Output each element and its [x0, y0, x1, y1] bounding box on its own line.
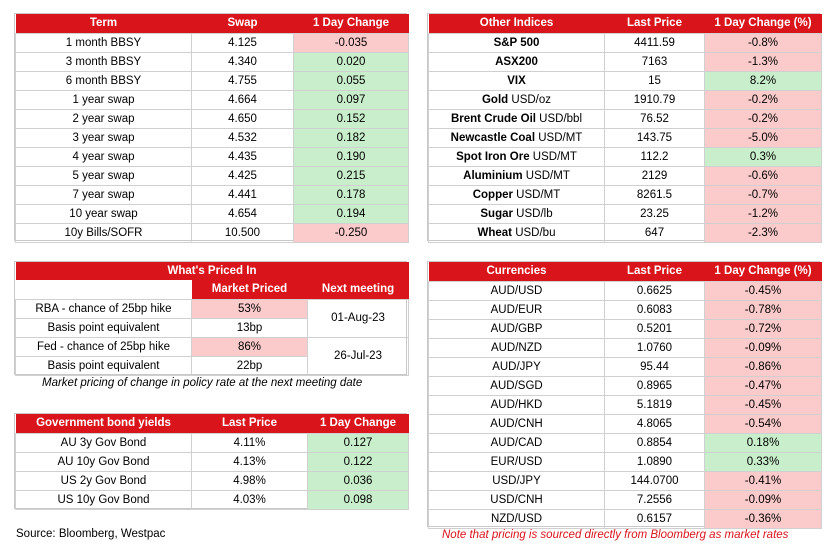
index-change: -5.0%	[705, 128, 822, 147]
table-row	[429, 376, 822, 395]
swap-term: 10 year swap	[16, 204, 192, 223]
currency-pair: AUD/CNH	[429, 414, 605, 433]
currency-price: 1.0890	[605, 452, 705, 471]
index-unit: USD/MT	[525, 169, 570, 182]
currency-pair: AUD/NZD	[429, 338, 605, 357]
currency-pair: AUD/HKD	[429, 395, 605, 414]
index-price: 4411.59	[605, 33, 705, 52]
table-row	[429, 166, 822, 185]
index-change: 8.2%	[705, 71, 822, 90]
bond-price: 4.11%	[192, 433, 308, 452]
rba-label: RBA - chance of 25bp hike	[16, 299, 192, 318]
swap-term: 4 year swap	[16, 147, 192, 166]
col-bond-price: Last Price	[192, 414, 308, 433]
index-price: 143.75	[605, 128, 705, 147]
currency-change: 0.18%	[705, 433, 822, 452]
rba-pct: 53%	[192, 299, 308, 318]
index-name-cell	[429, 90, 605, 109]
table-row	[429, 490, 822, 509]
swap-change: 0.182	[294, 128, 409, 147]
currency-pair: AUD/USD	[429, 281, 605, 300]
index-price: 7163	[605, 52, 705, 71]
index-name-cell	[429, 71, 605, 90]
currency-change: -0.86%	[705, 357, 822, 376]
currency-change: -0.54%	[705, 414, 822, 433]
table-row	[429, 433, 822, 452]
currency-price: 5.1819	[605, 395, 705, 414]
index-name: Spot Iron Ore	[456, 150, 530, 163]
currency-price: 95.44	[605, 357, 705, 376]
table-row	[429, 414, 822, 433]
bond-name: US 2y Gov Bond	[16, 471, 192, 490]
swap-value: 4.532	[192, 128, 294, 147]
priced-in-title: What's Priced In	[16, 262, 409, 280]
currency-pair: USD/CNH	[429, 490, 605, 509]
bond-price: 4.98%	[192, 471, 308, 490]
currency-change: -0.36%	[705, 509, 822, 528]
swap-table-header	[16, 14, 409, 33]
col-swap: Swap	[192, 14, 294, 33]
currency-price: 0.8854	[605, 433, 705, 452]
currencies-table	[428, 262, 822, 529]
index-name: S&P 500	[493, 36, 540, 49]
swap-change: 0.152	[294, 109, 409, 128]
priced-in-note: Market pricing of change in policy rate at the next meeting date	[42, 377, 363, 389]
currency-change: -0.78%	[705, 300, 822, 319]
swap-table	[15, 14, 409, 243]
index-price: 647	[605, 223, 705, 242]
table-row	[16, 109, 409, 128]
table-row	[429, 319, 822, 338]
index-price: 76.52	[605, 109, 705, 128]
currency-change: -0.09%	[705, 338, 822, 357]
index-price: 8261.5	[605, 185, 705, 204]
bond-change: 0.098	[308, 490, 409, 509]
table-row	[16, 452, 409, 471]
swap-term: 7 year swap	[16, 185, 192, 204]
bond-change: 0.122	[308, 452, 409, 471]
index-name-cell	[429, 109, 605, 128]
table-row	[16, 33, 409, 52]
index-name-cell	[429, 204, 605, 223]
index-name: Copper	[472, 188, 513, 201]
table-row	[429, 395, 822, 414]
index-change: -1.2%	[705, 204, 822, 223]
table-row	[16, 52, 409, 71]
table-row	[429, 128, 822, 147]
currency-pair: EUR/USD	[429, 452, 605, 471]
swap-value: 4.664	[192, 90, 294, 109]
currency-price: 0.6157	[605, 509, 705, 528]
index-change: 0.3%	[705, 147, 822, 166]
fed-label: Fed - chance of 25bp hike	[16, 337, 192, 356]
currency-price: 0.8965	[605, 376, 705, 395]
currencies-table-header	[429, 262, 822, 281]
index-name: Gold	[481, 93, 509, 106]
col-next-meeting: Next meeting	[308, 280, 409, 299]
table-row	[16, 223, 409, 242]
index-name: Aluminium	[463, 169, 523, 182]
bond-name: AU 10y Gov Bond	[16, 452, 192, 471]
disclaimer-note: Note that pricing is sourced directly from Bloomberg as market rates	[442, 529, 789, 541]
col-bond: Government bond yields	[16, 414, 192, 433]
index-price: 1910.79	[605, 90, 705, 109]
bond-table-header	[16, 414, 409, 433]
indices-table	[428, 14, 822, 243]
currency-price: 0.6625	[605, 281, 705, 300]
swap-change: 0.194	[294, 204, 409, 223]
swap-value: 4.340	[192, 52, 294, 71]
index-name-cell	[429, 147, 605, 166]
index-unit: USD/bbl	[539, 112, 582, 125]
currency-change: -0.47%	[705, 376, 822, 395]
index-unit: USD/MT	[516, 188, 561, 201]
currency-price: 4.8065	[605, 414, 705, 433]
table-row	[16, 185, 409, 204]
index-change: -0.8%	[705, 33, 822, 52]
currency-pair: AUD/CAD	[429, 433, 605, 452]
index-unit: USD/MT	[532, 150, 577, 163]
swap-table-panel	[14, 13, 407, 241]
swap-value: 4.125	[192, 33, 294, 52]
table-row	[16, 433, 409, 452]
swap-change: 0.097	[294, 90, 409, 109]
index-price: 2129	[605, 166, 705, 185]
currency-change: -0.09%	[705, 490, 822, 509]
fed-pct: 86%	[192, 337, 308, 356]
currency-pair: AUD/EUR	[429, 300, 605, 319]
priced-in-panel	[14, 261, 407, 375]
index-name-cell	[429, 52, 605, 71]
table-row	[429, 109, 822, 128]
index-name-cell	[429, 166, 605, 185]
swap-change: 0.178	[294, 185, 409, 204]
swap-term: 5 year swap	[16, 166, 192, 185]
index-price: 15	[605, 71, 705, 90]
rba-bp-label: Basis point equivalent	[16, 318, 192, 337]
col-market-priced: Market Priced	[192, 280, 308, 299]
swap-change: 0.020	[294, 52, 409, 71]
table-row	[16, 471, 409, 490]
swap-value: 4.425	[192, 166, 294, 185]
table-row	[16, 147, 409, 166]
index-unit: USD/lb	[516, 207, 553, 220]
col-bond-change: 1 Day Change	[308, 414, 409, 433]
table-row	[429, 281, 822, 300]
table-row	[429, 90, 822, 109]
table-row	[429, 300, 822, 319]
swap-term: 1 year swap	[16, 90, 192, 109]
table-row	[429, 185, 822, 204]
fed-date: 26-Jul-23	[308, 337, 409, 375]
table-row	[16, 90, 409, 109]
index-name: Wheat	[477, 226, 512, 239]
bond-price: 4.13%	[192, 452, 308, 471]
currency-change: 0.33%	[705, 452, 822, 471]
bond-change: 0.127	[308, 433, 409, 452]
index-change: -0.7%	[705, 185, 822, 204]
col-last-price: Last Price	[605, 14, 705, 33]
index-name: Newcastle Coal	[450, 131, 536, 144]
swap-value: 4.755	[192, 71, 294, 90]
swap-term: 6 month BBSY	[16, 71, 192, 90]
index-name-cell	[429, 33, 605, 52]
bond-price: 4.03%	[192, 490, 308, 509]
index-unit: USD/oz	[511, 93, 552, 106]
table-row	[429, 33, 822, 52]
table-row	[429, 147, 822, 166]
bond-name: US 10y Gov Bond	[16, 490, 192, 509]
index-price: 112.2	[605, 147, 705, 166]
swap-change: -0.250	[294, 223, 409, 242]
rba-bp: 13bp	[192, 318, 308, 337]
table-row	[429, 223, 822, 242]
source-note: Source: Bloomberg, Westpac	[16, 528, 166, 540]
swap-change: 0.055	[294, 71, 409, 90]
swap-term: 1 month BBSY	[16, 33, 192, 52]
currency-price: 1.0760	[605, 338, 705, 357]
fed-bp-label: Basis point equivalent	[16, 356, 192, 375]
currency-price: 7.2556	[605, 490, 705, 509]
col-ccy-change: 1 Day Change (%)	[705, 262, 822, 281]
priced-in-table	[15, 262, 409, 376]
index-name-cell	[429, 223, 605, 242]
table-row	[429, 338, 822, 357]
swap-change: -0.035	[294, 33, 409, 52]
index-change: -2.3%	[705, 223, 822, 242]
bond-change: 0.036	[308, 471, 409, 490]
table-row	[429, 71, 822, 90]
index-change: -0.2%	[705, 109, 822, 128]
bond-table	[15, 414, 409, 510]
currency-pair: AUD/SGD	[429, 376, 605, 395]
swap-term: 3 year swap	[16, 128, 192, 147]
index-unit: USD/bu	[515, 226, 556, 239]
swap-term: 3 month BBSY	[16, 52, 192, 71]
table-row	[429, 471, 822, 490]
fed-bp: 22bp	[192, 356, 308, 375]
table-row	[16, 128, 409, 147]
rba-date: 01-Aug-23	[308, 299, 409, 337]
swap-term: 10y Bills/SOFR	[16, 223, 192, 242]
index-price: 23.25	[605, 204, 705, 223]
index-name: VIX	[507, 74, 526, 87]
currency-change: -0.41%	[705, 471, 822, 490]
currency-pair: NZD/USD	[429, 509, 605, 528]
col-term: Term	[16, 14, 192, 33]
currency-change: -0.45%	[705, 281, 822, 300]
bond-table-panel	[14, 413, 407, 509]
index-name-cell	[429, 185, 605, 204]
bond-name: AU 3y Gov Bond	[16, 433, 192, 452]
table-row	[16, 71, 409, 90]
currency-price: 0.5201	[605, 319, 705, 338]
currency-pair: AUD/JPY	[429, 357, 605, 376]
index-change: -1.3%	[705, 52, 822, 71]
table-row	[429, 52, 822, 71]
swap-value: 4.654	[192, 204, 294, 223]
indices-table-header	[429, 14, 822, 33]
col-change-pct: 1 Day Change (%)	[705, 14, 822, 33]
swap-value: 4.650	[192, 109, 294, 128]
swap-value: 4.435	[192, 147, 294, 166]
table-row	[429, 509, 822, 528]
currency-change: -0.45%	[705, 395, 822, 414]
col-ccy-price: Last Price	[605, 262, 705, 281]
currency-pair: AUD/GBP	[429, 319, 605, 338]
col-index: Other Indices	[429, 14, 605, 33]
swap-change: 0.215	[294, 166, 409, 185]
table-row	[16, 166, 409, 185]
index-name: ASX200	[495, 55, 538, 68]
table-row	[429, 357, 822, 376]
indices-table-panel	[427, 13, 820, 241]
col-currency: Currencies	[429, 262, 605, 281]
table-row	[429, 452, 822, 471]
index-change: -0.6%	[705, 166, 822, 185]
currency-price: 144.0700	[605, 471, 705, 490]
col-change: 1 Day Change	[294, 14, 409, 33]
index-name-cell	[429, 128, 605, 147]
swap-term: 2 year swap	[16, 109, 192, 128]
swap-value: 4.441	[192, 185, 294, 204]
currency-pair: USD/JPY	[429, 471, 605, 490]
table-row	[16, 490, 409, 509]
swap-change: 0.190	[294, 147, 409, 166]
currencies-table-panel	[427, 261, 820, 527]
currency-price: 0.6083	[605, 300, 705, 319]
index-name: Sugar	[480, 207, 513, 220]
index-name: Brent Crude Oil	[450, 112, 536, 125]
table-row	[429, 204, 822, 223]
index-change: -0.2%	[705, 90, 822, 109]
index-unit: USD/MT	[538, 131, 583, 144]
swap-value: 10.500	[192, 223, 294, 242]
table-row	[16, 204, 409, 223]
currency-change: -0.72%	[705, 319, 822, 338]
